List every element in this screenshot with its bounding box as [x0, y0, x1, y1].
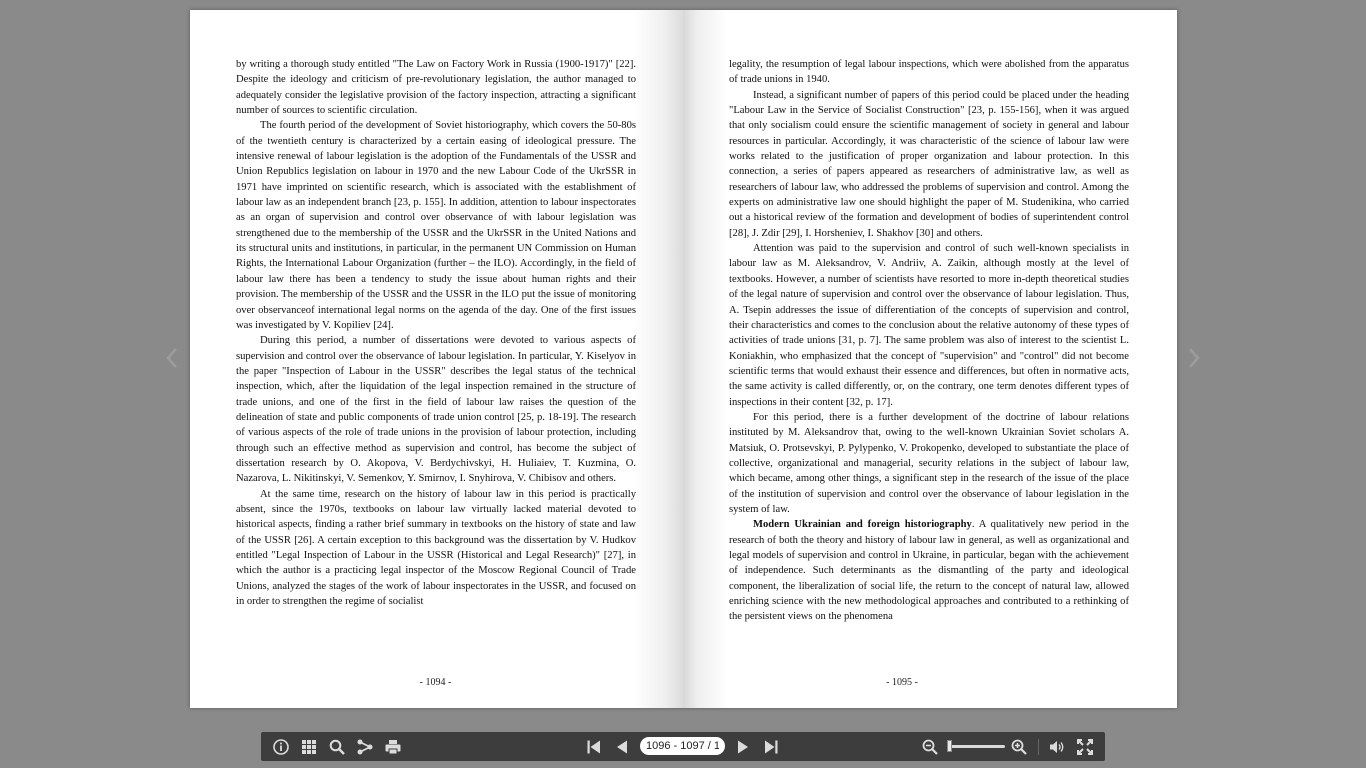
paragraph: legality, the resumption of legal labour inspections, which were abolished from the apparatus of trade unions in 1940. [729, 59, 1129, 86]
paragraph: For this period, there is a further development of the doctrine of labour relations instituted by M. Aleksandrov that, owing to the well-known Ukrainian Soviet scholars A. Matsiuk, O. Protsevskyi, P. Pylypenko, V. Prokopenko, developed to substantiate the place of collective, organizational and managerial, security relations in the subject of labour law, which became, among other things, a significant step in the research of the issue of the place of the institution of supervision and control over the observance of labour legislation in the system of law. [729, 411, 1129, 515]
print-icon[interactable] [383, 737, 403, 757]
paragraph [729, 517, 1129, 624]
page-number-input[interactable] [640, 737, 725, 755]
paragraph: At the same time, research on the history of labour law in this period is practically absent, since the 1970s, textbooks on labour law virtually lacked material devoted to historical aspects, finding a rather brief summary in textbooks on the history of state and law of the USSR [26]. A certain exception to this background was the dissertation by V. Hudkov entitled "Legal Inspection of Labour in the USSR (Historical and Legal Research)" [27], in which the author is a practicing legal inspector of the Moscow Regional Council of Trade Unions, analyzed the stages of the work of labour inspectorates in the USSR, and focused on in order to strengthen the regime of socialist [236, 488, 636, 608]
paragraph-text: . A qualitatively new period in the research of both the theory and history of labour law in general, as well as organizational and legal models of supervision and control in Ukraine, in particular, began with the achievement of independence. Such determinants as the dismantling of the party and ideological component, the liberalization of social life, the return to the concept of natural law, allowed enriching science with the new methodological approaches and contributed to a rethinking of the persistent views on the phenomena [729, 519, 1129, 623]
zoom-slider-handle[interactable] [947, 740, 952, 752]
zoom-out-icon[interactable] [920, 737, 940, 757]
first-page-icon[interactable] [584, 737, 604, 757]
toolbar-divider [1038, 739, 1039, 755]
fullscreen-icon[interactable] [1075, 737, 1095, 757]
last-page-icon[interactable] [761, 737, 781, 757]
zoom-slider-track[interactable] [949, 745, 1005, 748]
search-icon[interactable] [327, 737, 347, 757]
right-page-text [729, 57, 1129, 625]
paragraph: Attention was paid to the supervision and control of such well-known specialists in labour law as M. Aleksandrov, V. Andriiv, A. Zaikin, although mostly at the level of textbooks. However, a number of scientists have resorted to more in-depth theoretical studies of the legal nature of supervision and control over the observance of labour legislation. Thus, A. Tsepin addresses the issue of differentiation of the concepts of supervision and control, their characteristics and comes to the conclusion about the relative autonomy of these types of activities of trade unions [31, p. 7]. The same problem was also of interest to the scientist L. Koniakhin, who emphasized that the concept of "supervision" and "control" did not become scientific terms that would exhaust their essence and differences, but often in normative acts, the same activity is called differently, or, on the contrary, one term denotes different types of inspections in their content [32, p. 17]. [729, 243, 1129, 408]
viewer-toolbar [261, 732, 1105, 761]
grid-icon[interactable] [299, 737, 319, 757]
left-page [190, 10, 683, 708]
page-number: - 1094 - [419, 677, 452, 688]
page-number: - 1095 - [886, 677, 918, 688]
paragraph: Instead, a significant number of papers of this period could be placed under the heading "Labour Law in the Service of Socialist Construction" [23, p. 155-156], when it was argued that only socialism could ensure the scientific management of society in general and labour resources in particular. Accordingly, it was characteristic of the science of labour law were works related to the justification of proper organization and labour protection. In this connection, a series of papers appeared as researchers of administrative law, as well as researchers of labour law, who addressed the problems of supervision and control. Among the experts on administrative law one should highlight the paper of M. Studenikina, who carried out a historical review of the formation and development of bodies of superintendent control [28], J. Zdir [29], I. Horsheniev, I. Shakhov [30] and others. [729, 89, 1129, 239]
zoom-in-icon[interactable] [1009, 737, 1029, 757]
next-page-arrow-icon[interactable] [1187, 346, 1201, 370]
left-page-text [236, 57, 636, 609]
previous-page-arrow-icon[interactable] [165, 346, 179, 370]
right-page [683, 10, 1177, 708]
paragraph: by writing a thorough study entitled "The Law on Factory Work in Russia (1900-1917)" [22]. Despite the ideology and criticism of pre-revolutionary legislation, the author managed to adequately consider the legislative provision of the factory inspection, attracting a significant number of sources to scientific circulation. [236, 59, 636, 117]
info-icon[interactable] [271, 737, 291, 757]
paragraph: The fourth period of the development of Soviet historiography, which covers the 50-80s of the twentieth century is characterized by a certain easing of ideological pressure. The intensive renewal of labour legislation is the adoption of the Fundamentals of the USSR and Union Republics legislation on labour in 1970 and the new Labour Code of the UkrSSR in 1971 have imprinted on scientific research, which is associated with the establishment of labour law as an independent branch [23, p. 155]. In addition, attention to labour inspectorates as an organ of supervision and control over observance of with labour legislation was strengthened due to the membership of the USSR and the UkrSSR in the United Nations and its structural units and institutions, in particular, in the permanent UN Commission on Human Rights, the International Labour Organization (further – the ILO). Accordingly, in the field of labour law there has been a tendency to study the issue about human rights and their provision. The membership of the USSR and the USSR in the ILO put the issue of monitoring over observanceof international legal norms on the agenda of the day. One of the first issues was investigated by V. Kopiliev [24]. [236, 120, 636, 331]
section-heading: Modern Ukrainian and foreign historiography [753, 519, 972, 531]
paragraph: During this period, a number of dissertations were devoted to various aspects of supervision and control over the observance of labour legislation. In particular, Y. Kiselyov in the paper "Inspection of Labour in the USSR" describes the legal status of the technical inspection, which, after the liquidation of the legal inspection remained in the structure of trade unions, and one of the first in the field of labour law raises the question of the delineation of state and public components of trade union control [25, p. 18-19]. The research of various aspects of the role of trade unions in the provision of labour protection, including through such an effective method as supervision and control, has become the subject of dissertation research by O. Akopova, V. Berdychivskyi, H. Huliaiev, T. Kuzmina, O. Nazarova, L. Nikitinskyi, V. Semenkov, Y. Smirnov, I. Snyhirova, V. Chibisov and others. [236, 335, 636, 485]
share-icon[interactable] [355, 737, 375, 757]
previous-page-icon[interactable] [612, 737, 632, 757]
next-page-icon[interactable] [733, 737, 753, 757]
flipbook [190, 10, 1177, 708]
sound-icon[interactable] [1047, 737, 1067, 757]
